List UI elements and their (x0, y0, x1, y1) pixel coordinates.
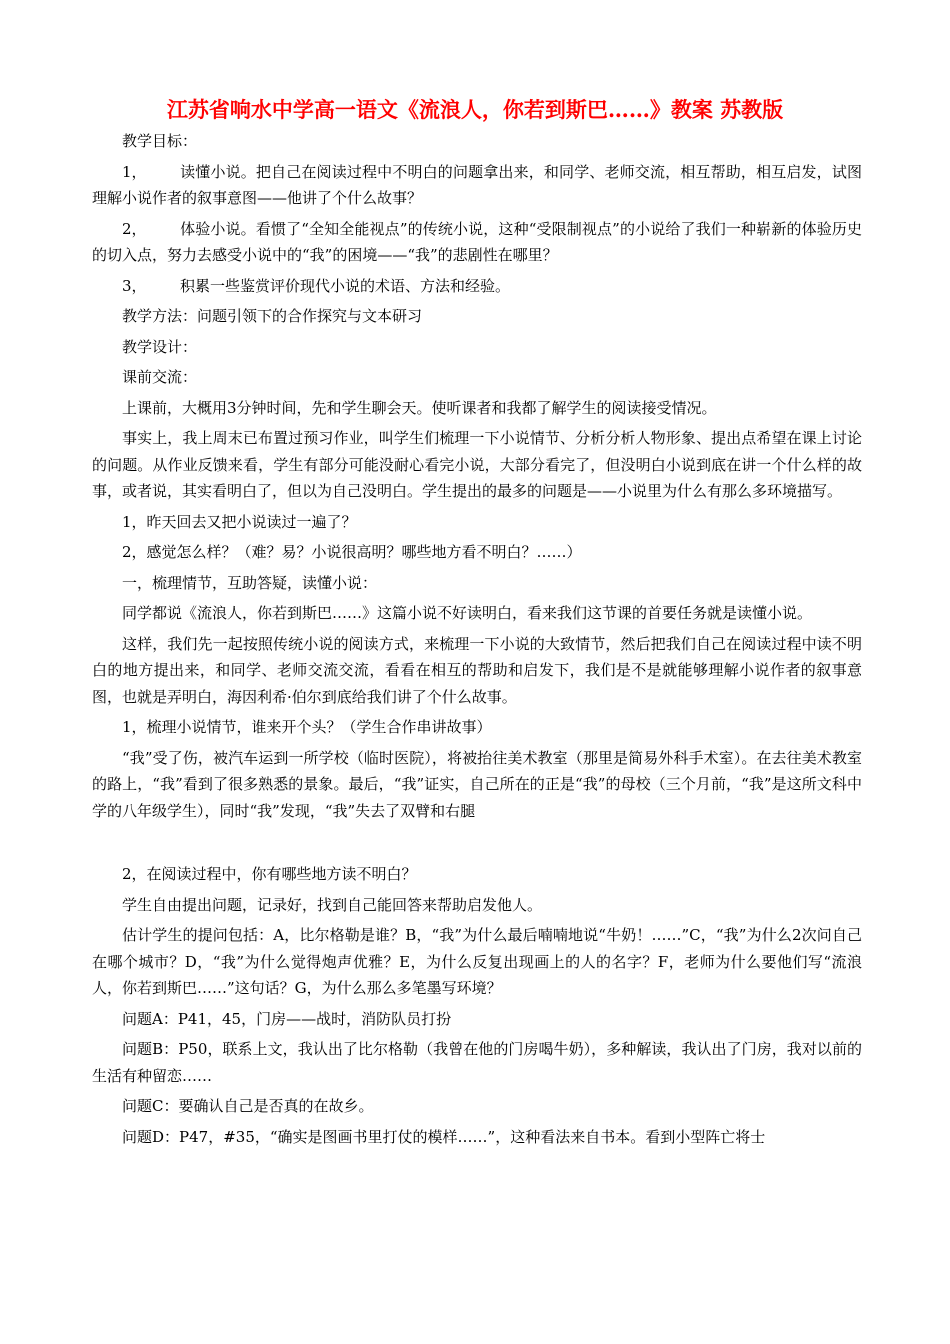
paragraph-gap (92, 828, 862, 861)
goal-text: 读懂小说。把自己在阅读过程中不明白的问题拿出来，和同学、老师交流，相互帮助，相互启发，试图理解小说作者的叙事意图——他讲了个什么故事？ (92, 162, 862, 207)
question-reread: 1，昨天回去又把小说读过一遍了？ (122, 512, 357, 531)
paragraph-preview: 事实上，我上周末已布置过预习作业，叫学生们梳理一下小说情节、分析分析人物形象、提出点希望在课上讨论的问题。从作业反馈来看，学生有部分可能没耐心看完小说，大部分看完了，但没明白小说到底在讲一个什么样的故事，或者说，其实看明白了，但以为自己没明白。学生提出的最多的问题是——小说里为什么有那么多环境描写。 (92, 429, 862, 500)
answer-b: 问题B：P50，联系上文，我认出了比尔格勒（我曾在他的门房喝牛奶），多种解读，我认出了门房，我对以前的生活有种留恋…… (92, 1040, 862, 1085)
goal-item (92, 273, 862, 300)
goal-item (92, 216, 862, 269)
goal-number: 3， (122, 276, 147, 295)
document-title: 江苏省响水中学高一语文《流浪人，你若到斯巴……》教案 苏教版 (166, 97, 784, 122)
question-feeling: 2，感觉怎么样？（难？易？小说很高明？哪些地方看不明白？……） (122, 543, 582, 561)
paragraph-chat: 上课前，大概用3分钟时间，先和学生聊会天。使听课者和我都了解学生的阅读接受情况。 (122, 398, 717, 417)
paragraph-classmates: 同学都说《流浪人，你若到斯巴……》这篇小说不好读明白，看来我们这节课的首要任务就是读懂小说。 (122, 604, 813, 622)
goals-heading: 教学目标： (122, 132, 198, 150)
step-one: 1，梳理小说情节，谁来开个头？（学生合作串讲故事） (122, 718, 492, 736)
pre-class-heading: 课前交流： (122, 368, 198, 386)
section-one-heading: 一，梳理情节，互助答疑，读懂小说： (122, 573, 378, 592)
answer-a: 问题A：P41，45，门房——战时，消防队员打扮 (122, 1009, 452, 1028)
goal-text: 积累一些鉴赏评价现代小说的术语、方法和经验。 (180, 276, 511, 295)
answer-c: 问题C：要确认自己是否真的在故乡。 (122, 1097, 374, 1115)
paragraph-estimate: 估计学生的提问包括：A，比尔格勒是谁？B，“我”为什么最后喃喃地说“牛奶！……”C，“我”为什么2次问自己在哪个城市？D，“我”为什么觉得炮声优雅？E，为什么反复出现画上的人的名字？F，老师为什么要他们写“流浪人，你若到斯巴……”这句话？G，为什么那么多笔墨写环境？ (92, 926, 862, 997)
answer-d: 问题D：P47，#35，“确实是图画书里打仗的模样……”，这种看法来自书本。看到小型阵亡将士 (122, 1127, 766, 1146)
step-two: 2，在阅读过程中，你有哪些地方读不明白？ (122, 865, 417, 883)
goal-item (92, 159, 862, 212)
teaching-method: 教学方法：问题引领下的合作探究与文本研习 (122, 307, 423, 325)
document-body (92, 128, 862, 1154)
paragraph-story: “我”受了伤，被汽车运到一所学校（临时医院），将被抬往美术教室（那里是简易外科手术室）。在去往美术教室的路上，“我”看到了很多熟悉的景象。最后，“我”证实，自己所在的正是“我”的母校（三个月前，“我”是这所文科中学的八年级学生），同时“我”发现，“我”失去了双臂和右腿 (92, 748, 862, 820)
paragraph-free-questions: 学生自由提出问题，记录好，找到自己能回答来帮助启发他人。 (122, 895, 543, 914)
goal-number: 2， (122, 219, 147, 238)
goal-number: 1， (122, 162, 147, 181)
goal-text: 体验小说。看惯了“全知全能视点”的传统小说，这种“受限制视点”的小说给了我们一种崭新的体验历史的切入点，努力去感受小说中的“我”的困境——“我”的悲剧性在哪里？ (92, 219, 862, 264)
teaching-design-heading: 教学设计： (122, 337, 198, 356)
paragraph-plan: 这样，我们先一起按照传统小说的阅读方式，来梳理一下小说的大致情节，然后把我们自己在阅读过程中读不明白的地方提出来，和同学、老师交流交流，看看在相互的帮助和启发下，我们是不是就能够理解小说作者的叙事意图，也就是弄明白，海因利希·伯尔到底给我们讲了个什么故事。 (92, 634, 862, 706)
